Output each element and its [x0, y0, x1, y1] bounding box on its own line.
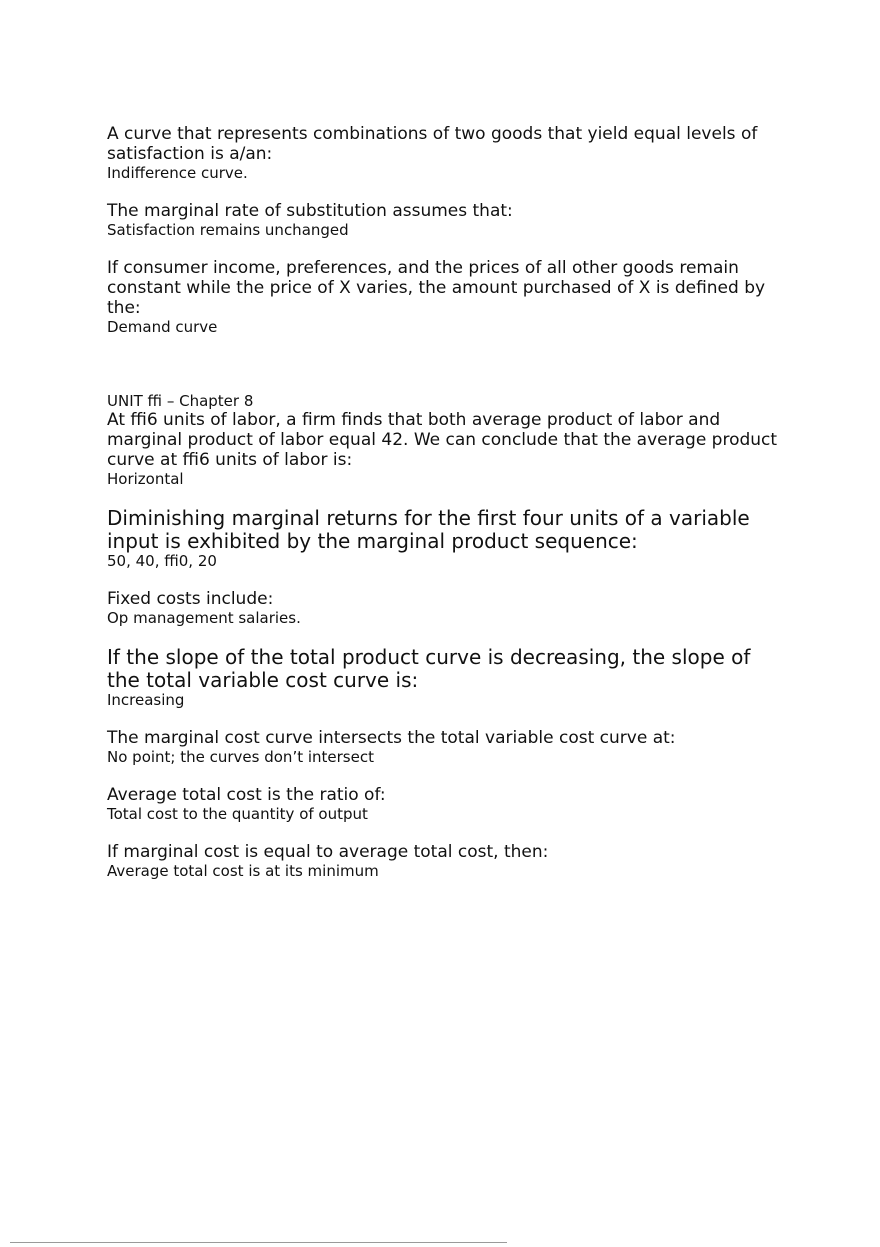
- question-text: At ﬃ6 units of labor, a firm finds that both average product of labor and marginal product of labor equal 42. We can conclude that the average product curve at ﬃ6 units of labor is:: [107, 410, 778, 470]
- qa-item: [107, 410, 787, 488]
- answer-text: Average total cost is at its minimum: [107, 862, 379, 880]
- document-content: [107, 124, 787, 880]
- footer-divider: [10, 1242, 507, 1243]
- question-text: Average total cost is the ratio of:: [107, 785, 386, 805]
- question-text: If consumer income, preferences, and the prices of all other goods remain constant while the price of X varies, the amount purchased of X is defined by the:: [107, 258, 766, 318]
- answer-text: 50, 40, ﬃ0, 20: [107, 552, 217, 570]
- answer-text: No point; the curves don’t intersect: [107, 748, 374, 766]
- question-text: The marginal cost curve intersects the total variable cost curve at:: [107, 728, 676, 748]
- qa-item: [107, 201, 787, 239]
- qa-item: [107, 258, 787, 336]
- question-text: Diminishing marginal returns for the first four units of a variable input is exhibited by the marginal product sequence:: [107, 506, 750, 553]
- question-text: If marginal cost is equal to average total cost, then:: [107, 842, 549, 862]
- qa-item: [107, 785, 787, 823]
- answer-text: Demand curve: [107, 318, 218, 336]
- question-text: The marginal rate of substitution assumes that:: [107, 201, 513, 221]
- qa-item: [107, 507, 787, 570]
- answer-text: Horizontal: [107, 470, 184, 488]
- answer-text: Satisfaction remains unchanged: [107, 221, 349, 239]
- qa-item: [107, 589, 787, 627]
- question-text: Fixed costs include:: [107, 589, 274, 609]
- qa-item: [107, 124, 787, 182]
- question-text: If the slope of the total product curve is decreasing, the slope of the total variable cost curve is:: [107, 645, 751, 692]
- qa-item: [107, 646, 787, 709]
- qa-item: [107, 842, 787, 880]
- answer-text: Indifference curve.: [107, 164, 248, 182]
- unit-heading: UNIT ﬃ – Chapter 8: [107, 392, 254, 410]
- answer-text: Total cost to the quantity of output: [107, 805, 368, 823]
- answer-text: Op management salaries.: [107, 609, 301, 627]
- question-text: A curve that represents combinations of two goods that yield equal levels of satisfaction is a/an:: [107, 124, 758, 164]
- answer-text: Increasing: [107, 691, 185, 709]
- qa-item: [107, 728, 787, 766]
